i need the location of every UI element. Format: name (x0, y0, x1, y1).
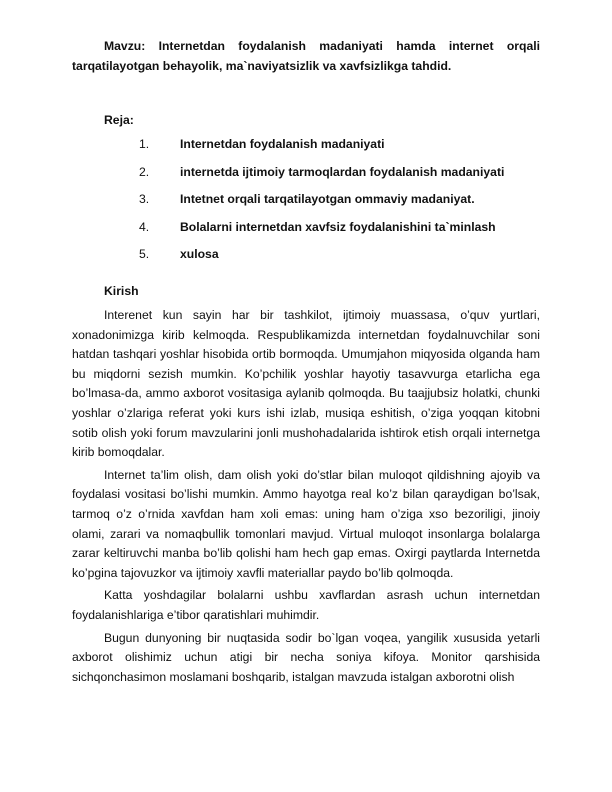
document-topic: Mavzu: Internetdan foydalanish madaniyati hamda internet orqali tarqatilayotgan behayolik, ma`naviyatsizlik va xavfsizlikga tahdid. (72, 39, 540, 73)
plan-item-text: internetda ijtimoiy tarmoqlardan foydalanish madaniyati (180, 164, 505, 179)
plan-item (72, 191, 540, 207)
plan-item-text: Intetnet orqali tarqatilayotgan ommaviy madaniyat. (180, 192, 475, 206)
plan-item-number: 5. (139, 247, 150, 261)
plan-heading: Reja: (104, 113, 134, 127)
intro-paragraph: Katta yoshdagilar bolalarni ushbu xavflardan asrash uchun internetdan foydalanishlariga e’tibor qaratishlari muhimdir. (72, 588, 540, 622)
plan-item (72, 136, 540, 152)
plan-item-number: 3. (139, 192, 150, 206)
plan-item (72, 246, 540, 262)
plan-item-number: 2. (139, 164, 150, 179)
intro-paragraph: Internet ta’lim olish, dam olish yoki do’stlar bilan muloqot qildishning ajoyib va foydalasi vositasi bo’lishi mumkin. Ammo hayotga real ko’z bilan qaraydigan bo’lsak, tarmoq o’z o’rnida xavfdan ham xoli emas: uning ham o’ziga xso bezoriligi, jinoiy olami, zarari va nomaqbullik tomonlari mavjud. Virtual muloqot insonlarga bolalarga zarar keltiruvchi manba bo’lib qolishi ham hech gap emas. Oxirgi paytlarda Internetda ko’pgina tajovuzkor va ijtimoiy xavfli materiallar paydo bo’lib qolmoqda. (72, 467, 540, 580)
plan-item (72, 164, 540, 180)
document-page (72, 36, 540, 690)
plan-item (72, 219, 540, 235)
intro-paragraph: Bugun dunyoning bir nuqtasida sodir bo`lgan voqea, yangilik xususida yetarli axborot olishimiz uchun atigi bir necha soniya kifoya. Monitor qarshisida sichqonchasimon moslamani boshqarib, istalgan mavzuda istalgan axborotni olish (72, 630, 540, 684)
plan-item-text: Internetdan foydalanish madaniyati (180, 137, 385, 151)
plan-item-text: Bolalarni internetdan xavfsiz foydalanishini ta`minlash (180, 219, 496, 234)
plan-item-number: 1. (139, 137, 150, 151)
plan-list (72, 136, 540, 262)
intro-paragraph: Interenet kun sayin har bir tashkilot, ijtimoiy muassasa, o’quv yurtlari, xonadonimizga kirib kelmoqda. Respublikamizda internetdan foydalnuvchilar soni hatdan tashqari yoshlar hisobida ortib bormoqda. Umumjahon miqyosida olganda ham bu miqdorni sezish mumkin. Ko’pchilik yoshlar hayotiy tasavvurga etarlicha ega bo’lmasa-da, ammo axborot vositasiga aylanib qolmoqda. Bu taajjubsiz holatki, chunki yoshlar o’zlariga referat yoki kurs ishi izlab, musiqa eshitish, o’ziga yoqqan kitobni sotib olish yoki forum mavzularini jonli mushohadalarida ishtirok etish orqali internetga kirib bomoqdalar. (72, 308, 540, 460)
intro-heading: Kirish (104, 284, 139, 298)
plan-item-number: 4. (139, 219, 150, 234)
plan-item-text: xulosa (180, 247, 219, 261)
